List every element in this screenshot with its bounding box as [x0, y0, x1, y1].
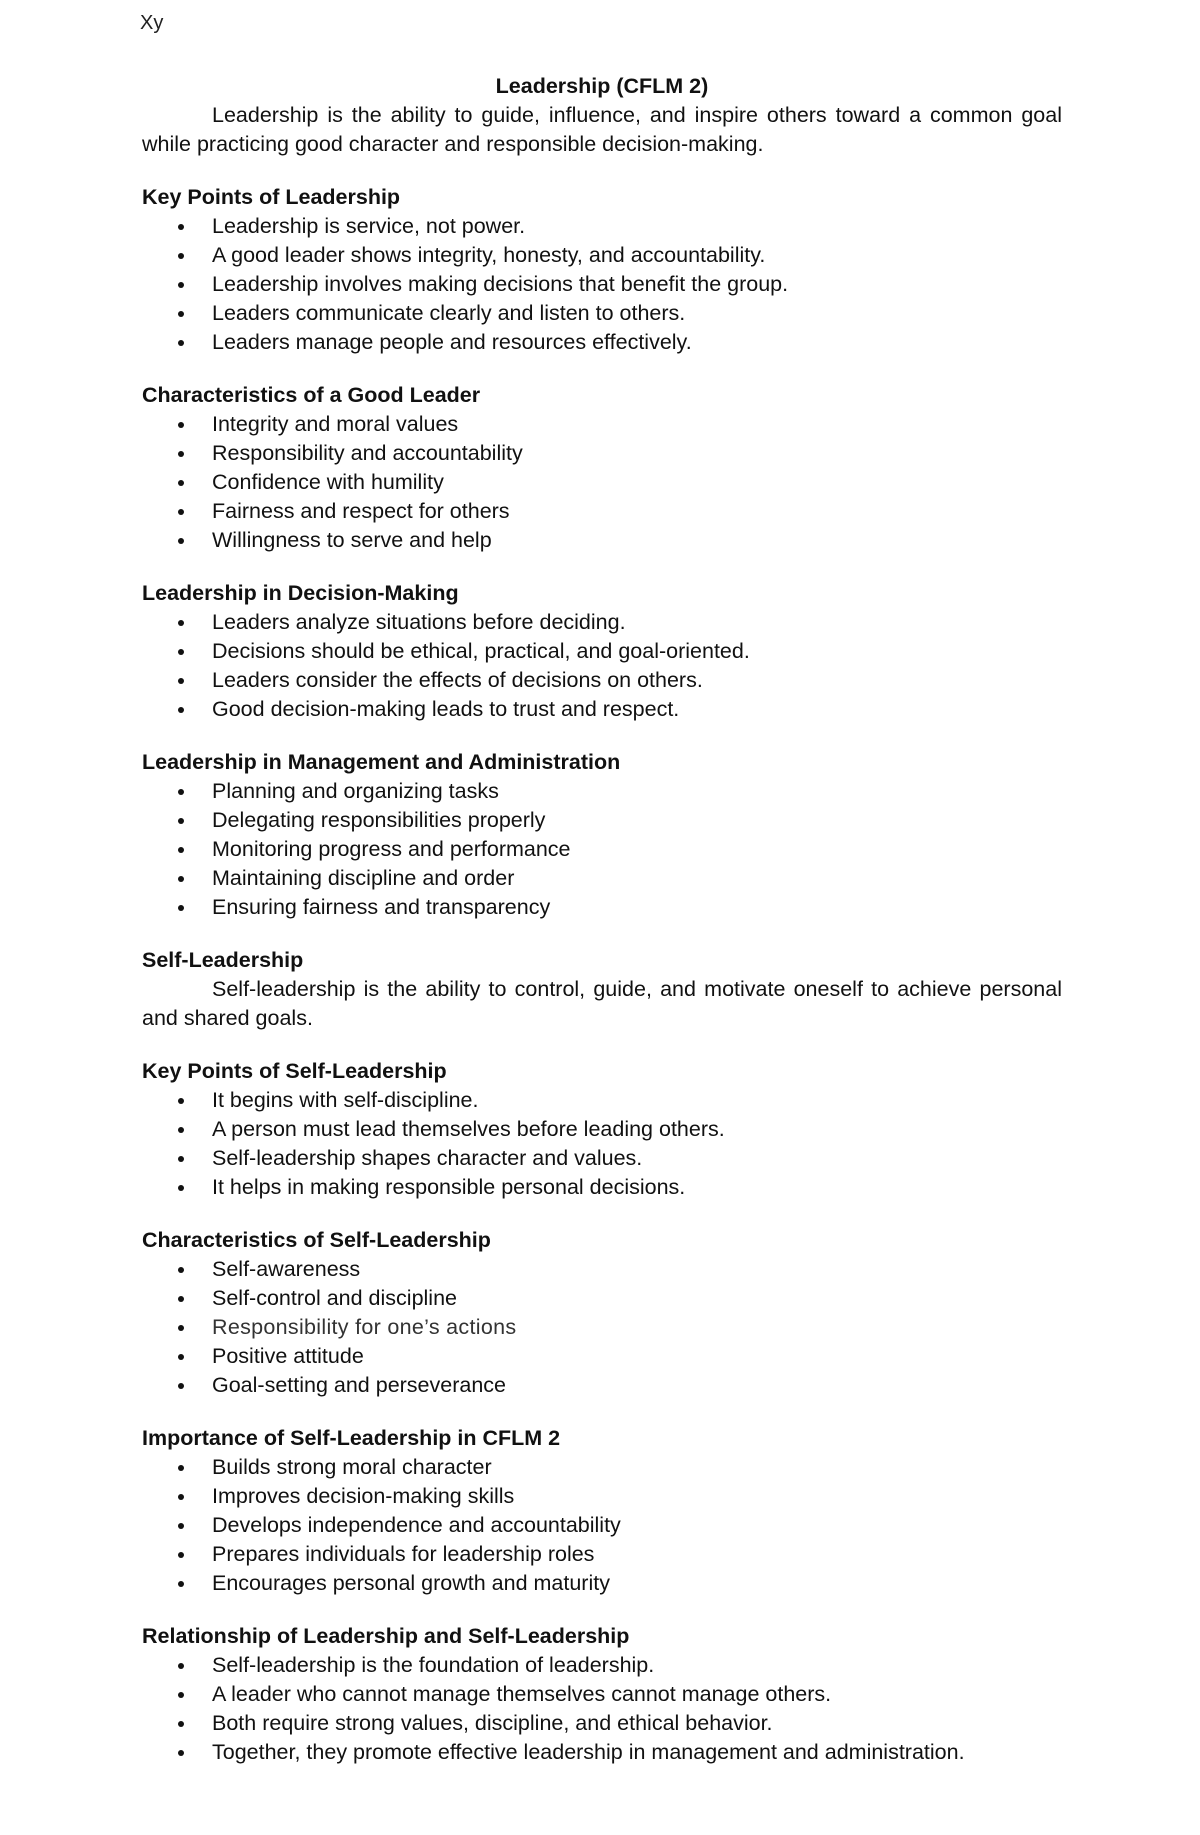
section-characteristics-of-a-good-leader — [142, 381, 1062, 555]
list-item: Planning and organizing tasks — [142, 777, 1062, 806]
bullet-icon — [178, 789, 184, 795]
list-item: Positive attitude — [142, 1342, 1062, 1371]
list-item: It begins with self-discipline. — [142, 1086, 1062, 1115]
section-self-leadership — [142, 946, 1062, 1033]
bullet-icon — [178, 1663, 184, 1669]
list-item: Self-leadership is the foundation of leadership. — [142, 1651, 1062, 1680]
bullet-icon — [178, 311, 184, 317]
bullet-icon — [178, 1552, 184, 1558]
list-item: Leadership involves making decisions that benefit the group. — [142, 270, 1062, 299]
list-item: Ensuring fairness and transparency — [142, 893, 1062, 922]
list-item: Self-leadership shapes character and values. — [142, 1144, 1062, 1173]
list-item: Leaders consider the effects of decisions on others. — [142, 666, 1062, 695]
bullet-icon — [178, 1523, 184, 1529]
bullet-icon — [178, 847, 184, 853]
intro-paragraph: Leadership is the ability to guide, influence, and inspire others toward a common goal while practicing good character and responsible decision-making. — [142, 103, 1062, 156]
document-page — [142, 72, 1062, 1767]
section-title: Key Points of Leadership — [142, 185, 401, 209]
list-item: Confidence with humility — [142, 468, 1062, 497]
list-item: Self-control and discipline — [142, 1284, 1062, 1313]
list-item: Delegating responsibilities properly — [142, 806, 1062, 835]
bullet-icon — [178, 1465, 184, 1471]
bullet-list — [142, 1086, 1062, 1202]
bullet-icon — [178, 1750, 184, 1756]
list-item: Both require strong values, discipline, and ethical behavior. — [142, 1709, 1062, 1738]
list-item: Monitoring progress and performance — [142, 835, 1062, 864]
list-item: Self-awareness — [142, 1255, 1062, 1284]
list-item: It helps in making responsible personal decisions. — [142, 1173, 1062, 1202]
bullet-list — [142, 1255, 1062, 1400]
bullet-icon — [178, 509, 184, 515]
bullet-icon — [178, 1721, 184, 1727]
bullet-icon — [178, 1692, 184, 1698]
list-item: Leaders analyze situations before deciding. — [142, 608, 1062, 637]
bullet-icon — [178, 678, 184, 684]
list-item: A person must lead themselves before leading others. — [142, 1115, 1062, 1144]
list-item: Integrity and moral values — [142, 410, 1062, 439]
bullet-icon — [178, 340, 184, 346]
section-leadership-in-decision-making — [142, 579, 1062, 724]
list-item: Leadership is service, not power. — [142, 212, 1062, 241]
list-item: Builds strong moral character — [142, 1453, 1062, 1482]
list-item: Responsibility for one’s actions — [142, 1313, 1062, 1342]
bullet-icon — [178, 1383, 184, 1389]
bullet-icon — [178, 818, 184, 824]
bullet-icon — [178, 620, 184, 626]
list-item: Leaders communicate clearly and listen to others. — [142, 299, 1062, 328]
bullet-icon — [178, 1296, 184, 1302]
section-leadership-in-management — [142, 748, 1062, 922]
bullet-icon — [178, 649, 184, 655]
bullet-icon — [178, 1098, 184, 1104]
bullet-icon — [178, 1127, 184, 1133]
section-title: Leadership in Decision-Making — [142, 581, 459, 605]
list-item: Improves decision-making skills — [142, 1482, 1062, 1511]
section-title: Key Points of Self-Leadership — [142, 1059, 447, 1083]
section-title: Leadership in Management and Administration — [142, 750, 621, 774]
bullet-icon — [178, 1354, 184, 1360]
section-title: Relationship of Leadership and Self-Leadership — [142, 1624, 630, 1648]
list-item: Fairness and respect for others — [142, 497, 1062, 526]
self-leadership-paragraph: Self-leadership is the ability to control, guide, and motivate oneself to achieve personal and shared goals. — [142, 977, 1062, 1030]
bullet-icon — [178, 1156, 184, 1162]
bullet-icon — [178, 707, 184, 713]
section-title: Characteristics of a Good Leader — [142, 383, 481, 407]
section-title: Importance of Self-Leadership in CFLM 2 — [142, 1426, 561, 1450]
bullet-icon — [178, 282, 184, 288]
bullet-icon — [178, 905, 184, 911]
list-item: A good leader shows integrity, honesty, and accountability. — [142, 241, 1062, 270]
bullet-icon — [178, 451, 184, 457]
section-importance-of-self-leadership — [142, 1424, 1062, 1598]
document-title: Leadership (CFLM 2) — [495, 74, 709, 98]
bullet-icon — [178, 224, 184, 230]
list-item: Encourages personal growth and maturity — [142, 1569, 1062, 1598]
bullet-icon — [178, 422, 184, 428]
list-item: Goal-setting and perseverance — [142, 1371, 1062, 1400]
bullet-icon — [178, 1581, 184, 1587]
section-key-points-of-leadership — [142, 183, 1062, 357]
bullet-icon — [178, 1185, 184, 1191]
section-title: Self-Leadership — [142, 948, 304, 972]
bullet-icon — [178, 1494, 184, 1500]
list-item: Maintaining discipline and order — [142, 864, 1062, 893]
header-mark: Xy — [140, 12, 164, 34]
section-title: Characteristics of Self-Leadership — [142, 1228, 491, 1252]
bullet-list — [142, 410, 1062, 555]
bullet-list — [142, 608, 1062, 724]
list-item: Together, they promote effective leadership in management and administration. — [142, 1738, 1062, 1767]
bullet-list — [142, 1651, 1062, 1767]
list-item: Decisions should be ethical, practical, and goal-oriented. — [142, 637, 1062, 666]
bullet-icon — [178, 1267, 184, 1273]
bullet-list — [142, 777, 1062, 922]
list-item: Good decision-making leads to trust and respect. — [142, 695, 1062, 724]
list-item: A leader who cannot manage themselves cannot manage others. — [142, 1680, 1062, 1709]
list-item: Willingness to serve and help — [142, 526, 1062, 555]
bullet-icon — [178, 538, 184, 544]
section-key-points-of-self-leadership — [142, 1057, 1062, 1202]
bullet-list — [142, 212, 1062, 357]
list-item: Prepares individuals for leadership roles — [142, 1540, 1062, 1569]
list-item: Responsibility and accountability — [142, 439, 1062, 468]
bullet-icon — [178, 480, 184, 486]
bullet-list — [142, 1453, 1062, 1598]
bullet-icon — [178, 1325, 184, 1331]
list-item: Develops independence and accountability — [142, 1511, 1062, 1540]
bullet-icon — [178, 253, 184, 259]
section-characteristics-of-self-leadership — [142, 1226, 1062, 1400]
section-relationship-of-leadership — [142, 1622, 1062, 1767]
bullet-icon — [178, 876, 184, 882]
list-item: Leaders manage people and resources effectively. — [142, 328, 1062, 357]
